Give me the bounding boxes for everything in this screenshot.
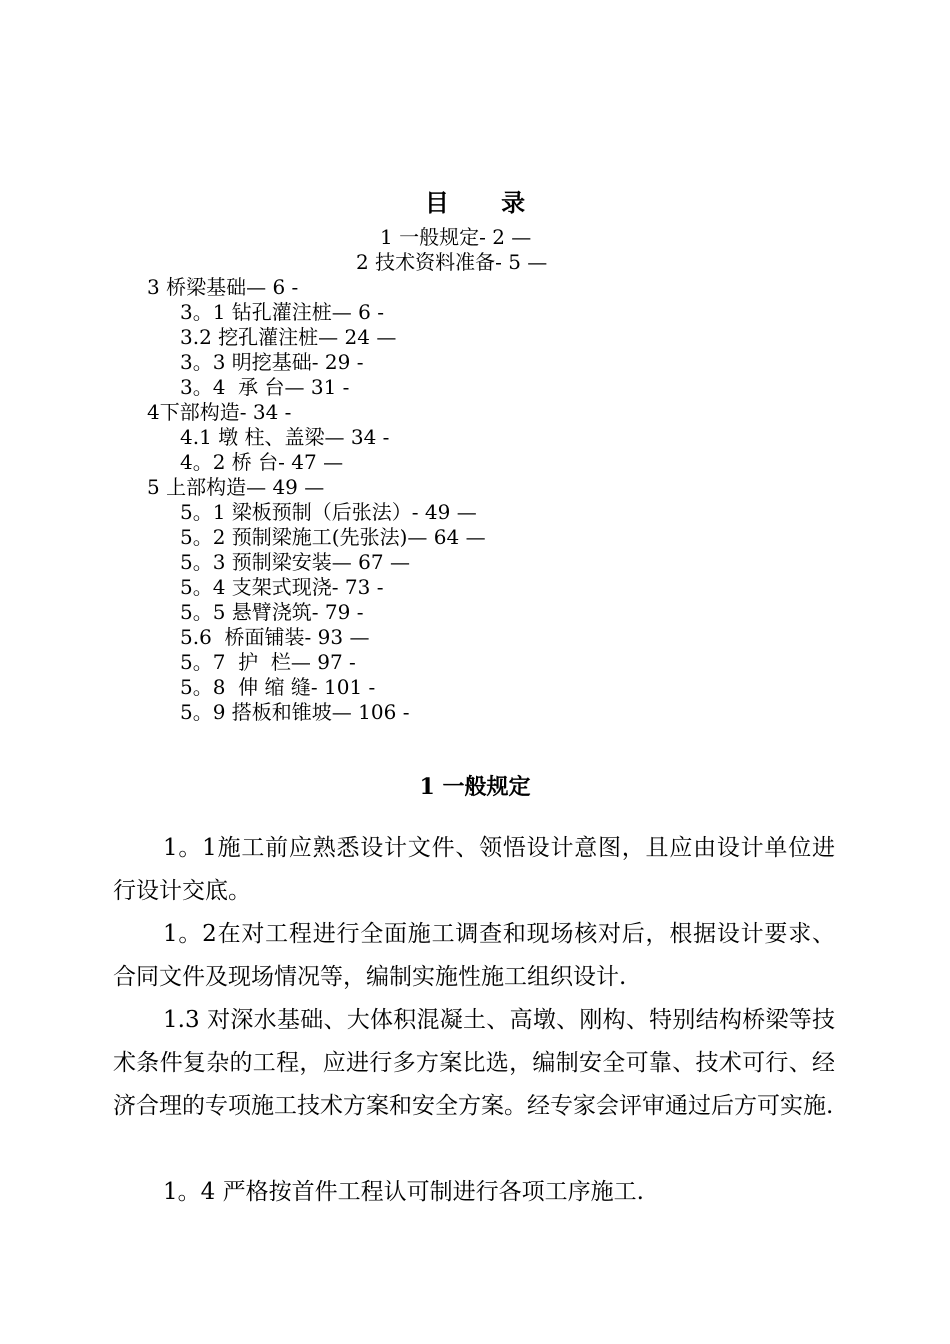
toc-entry: 5.6 桥面铺装- 93 — [180, 625, 370, 649]
body-paragraph: 1。1施工前应熟悉设计文件、领悟设计意图，且应由设计单位进行设计交底。 [113, 835, 835, 904]
toc-entry: 5 上部构造— 49 — [147, 475, 325, 499]
toc-entry: 5。7 护 栏— 97 - [180, 650, 356, 674]
toc-entry: 3 桥梁基础— 6 - [147, 275, 299, 299]
toc-title: 目 录 [424, 188, 548, 217]
toc-entry: 2 技术资料准备- 5 — [356, 250, 548, 274]
toc-entry: 5。9 搭板和锥坡— 106 - [180, 700, 410, 724]
toc-entry: 5。3 预制梁安装— 67 — [180, 550, 410, 574]
body-paragraph: 1。4 严格按首件工程认可制进行各项工序施工. [163, 1179, 644, 1205]
toc-entry: 1 一般规定- 2 — [380, 225, 532, 249]
toc-entry: 3。1 钻孔灌注桩— 6 - [180, 300, 385, 324]
toc-entry: 3。4 承 台— 31 - [180, 375, 350, 399]
toc-entry: 4下部构造- 34 - [147, 400, 292, 424]
section-heading: 1 一般规定 [419, 774, 531, 800]
toc-entry: 5。5 悬臂浇筑- 79 - [180, 600, 364, 624]
toc-entry: 5。8 伸 缩 缝- 101 - [180, 675, 376, 699]
toc-entry: 4。2 桥 台- 47 — [180, 450, 344, 474]
toc-entry: 4.1 墩 柱、盖梁— 34 - [180, 425, 390, 449]
toc-entry: 5。4 支架式现浇- 73 - [180, 575, 384, 599]
toc-entry: 5。2 预制梁施工(先张法)— 64 — [180, 525, 486, 549]
toc-entry: 3。3 明挖基础- 29 - [180, 350, 364, 374]
body-paragraph: 1。2在对工程进行全面施工调查和现场核对后，根据设计要求、合同文件及现场情况等，编制实施性施工组织设计. [113, 921, 835, 990]
body-paragraph: 1.3 对深水基础、大体积混凝土、高墩、刚构、特别结构桥梁等技术条件复杂的工程，应进行多方案比选，编制安全可靠、技术可行、经济合理的专项施工技术方案和安全方案。经专家会评审通过后方可实施. [113, 1007, 835, 1119]
toc-entry: 3.2 挖孔灌注桩— 24 — [180, 325, 397, 349]
toc-entry: 5。1 梁板预制（后张法）- 49 — [180, 500, 477, 524]
